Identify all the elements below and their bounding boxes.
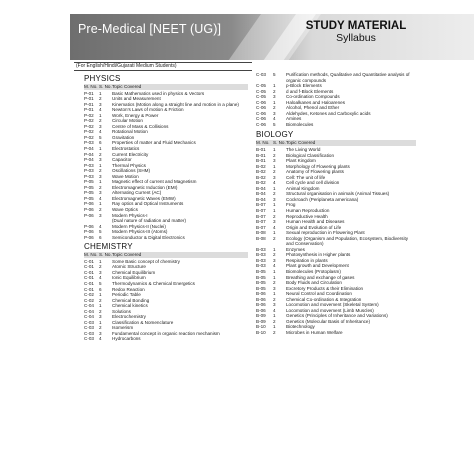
table-row	[256, 122, 416, 128]
serial-no: 4	[99, 195, 102, 201]
serial-no: 2	[99, 168, 102, 174]
module-no: P-02	[84, 118, 94, 124]
serial-no: 4	[99, 336, 102, 342]
topic: Haloalkanes and Haloarenes	[286, 99, 345, 105]
module-no: C-06	[256, 99, 266, 105]
topic: Chemical Co-ordination & Integration	[286, 296, 362, 302]
serial-no: 6	[99, 140, 102, 146]
serial-no: 3	[273, 302, 276, 308]
module-no: B-02	[256, 163, 266, 169]
topic: Ecology (Organism and Population, Ecosystem, Biodiversity and Conservation)	[286, 235, 409, 247]
serial-no: 3	[99, 101, 102, 107]
module-no: B-06	[256, 296, 266, 302]
module-no: C-04	[84, 303, 94, 309]
topic: Microbes in Human Welfare	[286, 330, 343, 336]
table-row	[256, 330, 416, 336]
chemistry-table	[84, 259, 248, 342]
module-no: P-02	[84, 129, 94, 135]
serial-no: 1	[99, 292, 102, 298]
right-column	[256, 72, 416, 336]
syllabus-subtitle: Syllabus	[336, 32, 376, 44]
serial-no: 1	[273, 313, 276, 319]
serial-no: 2	[273, 213, 276, 219]
topic: Cell: The unit of life	[286, 174, 326, 180]
topic: Locomotion and movement (Skeletal System)	[286, 302, 379, 308]
course-title: Pre-Medical [NEET (UG)]	[78, 22, 222, 36]
topic: Semiconductor & Digital Electronics	[112, 234, 185, 240]
topic: Amines	[286, 116, 302, 122]
topic: Anatomy of Flowering plants	[286, 169, 344, 175]
topic: Human Reproduction	[286, 207, 330, 213]
topic: Basic Mathematics used in physics & Vectors	[112, 90, 205, 96]
topic: Body Fluids and Circulation	[286, 280, 342, 286]
serial-no: 5	[99, 229, 102, 235]
topic: Chemical Bonding	[112, 297, 150, 303]
header-serial-no: S. No.	[273, 140, 286, 146]
module-no: B-01	[256, 158, 266, 164]
serial-no: 4	[273, 307, 276, 313]
module-no: P-06	[84, 234, 94, 240]
topic: Locomotion and movement (Limb Muscles)	[286, 307, 374, 313]
module-no: C-06	[256, 116, 266, 122]
module-no: P-04	[84, 151, 94, 157]
topic: Animal Kingdom	[286, 185, 320, 191]
serial-no: 2	[99, 297, 102, 303]
serial-no: 2	[99, 206, 102, 212]
serial-no: 3	[99, 269, 102, 275]
topic: Electrostatics	[112, 145, 140, 151]
header-module-no: M. No.	[84, 84, 98, 89]
table-row	[84, 235, 248, 241]
module-no: B-06	[256, 302, 266, 308]
serial-no: 3	[99, 123, 102, 129]
serial-no: 1	[273, 230, 276, 236]
topic: Periodic Table	[112, 292, 141, 298]
topic: Biotechnology	[286, 324, 315, 330]
topic: Units and Measurement	[112, 96, 161, 102]
serial-no: 3	[273, 196, 276, 202]
table-row	[256, 72, 416, 83]
module-no: B-06	[256, 307, 266, 313]
topic: Excretory Products & their Elimination	[286, 285, 364, 291]
serial-no: 4	[99, 107, 102, 113]
module-no: P-02	[84, 123, 94, 129]
serial-no: 2	[99, 184, 102, 190]
topic: Thermodynamics & Chemical Energetics	[112, 280, 195, 286]
topic: Capacitor	[112, 157, 132, 163]
topic: Centre of Mass & Collisions	[112, 123, 169, 129]
physics-title: PHYSICS	[84, 74, 121, 83]
topic: Some Basic concept of chemistry	[112, 258, 180, 264]
topic: Isomerism	[112, 325, 134, 331]
header-serial-no: S. No.	[99, 252, 112, 258]
serial-no: 2	[273, 280, 276, 286]
serial-no: 2	[99, 118, 102, 124]
topic: Origin and Evolution of Life	[286, 224, 342, 230]
serial-no: 1	[273, 83, 276, 89]
topic: Properties of matter and Fluid Mechanics	[112, 140, 196, 146]
serial-no: 1	[273, 202, 276, 208]
topic: Ionic Equilibrium	[112, 275, 146, 281]
serial-no: 3	[273, 158, 276, 164]
serial-no: 2	[99, 151, 102, 157]
topic: Cockroach (Periplaneta americana)	[286, 196, 359, 202]
table-row	[84, 336, 248, 342]
serial-no: 1	[273, 146, 276, 152]
topic: Structural organisation in animals (Animal Tissues)	[286, 191, 390, 197]
topic: Modern Physics-I	[112, 212, 148, 218]
physics-table	[84, 91, 248, 241]
serial-no: 2	[273, 191, 276, 197]
serial-no: 2	[273, 105, 276, 111]
module-no: C-01	[84, 286, 94, 292]
serial-no: 1	[99, 179, 102, 185]
medium-note: (For English/Hindi/Gujarati Medium Students)	[74, 62, 252, 71]
serial-no: 1	[273, 274, 276, 280]
serial-no: 1	[273, 163, 276, 169]
study-material-title: STUDY MATERIAL	[305, 20, 407, 32]
module-no: B-08	[256, 230, 266, 236]
module-no: B-07	[256, 207, 266, 213]
topic: Fundamental concept in organic reaction mechanism	[112, 330, 220, 336]
topic: Respiration in plants	[286, 257, 328, 263]
serial-no: 6	[99, 286, 102, 292]
chemistry-table-continued	[256, 72, 416, 127]
serial-no: 2	[273, 252, 276, 258]
serial-no: 3	[99, 157, 102, 163]
topic: Morphology of Flowering plants	[286, 163, 350, 169]
serial-no: 4	[273, 180, 276, 186]
chemistry-title: CHEMISTRY	[84, 242, 133, 252]
topic: Hydrocarbons	[112, 336, 141, 342]
topic: Reproductive Health	[286, 213, 328, 219]
module-no: B-05	[256, 269, 266, 274]
topic: Genetics (Molecular Basis of Inheritance)	[286, 318, 370, 324]
header-module-no: M. No.	[256, 140, 270, 146]
serial-no: 4	[273, 116, 276, 122]
serial-no: 3	[273, 94, 276, 100]
module-no: B-03	[256, 252, 266, 258]
serial-no: 1	[273, 99, 276, 105]
topic: d and f-Block Elements	[286, 88, 334, 94]
module-no: C-06	[256, 121, 266, 127]
module-no: P-01	[84, 96, 94, 102]
biology-title: BIOLOGY	[256, 130, 294, 140]
topic: Biomolecules (Protoplasm)	[286, 269, 341, 274]
serial-no: 2	[99, 308, 102, 314]
module-no: P-05	[84, 184, 94, 190]
topic: Electromagnetic Induction (EMI)	[112, 184, 178, 190]
module-no: C-05	[256, 94, 266, 100]
serial-no: 3	[273, 174, 276, 180]
module-no: P-02	[84, 112, 94, 118]
topic: Electromagnetic Waves (EMW)	[112, 195, 176, 201]
topic: Chemical Equilibrium	[112, 269, 156, 275]
topic: Wave Motion	[112, 173, 139, 179]
topic: Rotational Motion	[112, 129, 148, 135]
topic: Current Electricity	[112, 151, 149, 157]
topic: Circular Motion	[112, 118, 143, 124]
serial-no: 1	[273, 207, 276, 213]
module-no: P-06	[84, 206, 94, 212]
table-row	[256, 236, 416, 247]
serial-no: 1	[273, 269, 276, 274]
topic: Plant Kingdom	[286, 158, 316, 164]
topic: Sexual reproduction in Flowering Plant	[286, 230, 365, 236]
serial-no: 2	[273, 235, 276, 241]
serial-no: 2	[273, 88, 276, 94]
module-no: B-03	[256, 246, 266, 252]
module-no: C-03	[84, 319, 94, 325]
module-no: C-02	[84, 297, 94, 303]
module-no: P-06	[84, 229, 94, 235]
module-no: P-03	[84, 140, 94, 146]
topic: Magnetic effect of current and Magnetism	[112, 179, 197, 185]
topic: p-Block Elements	[286, 83, 322, 89]
serial-no: 3	[273, 219, 276, 225]
module-no: B-07	[256, 224, 266, 230]
module-no: P-06	[84, 212, 94, 218]
serial-no: 2	[99, 264, 102, 270]
topic: Photosynthesis in Higher plants	[286, 252, 351, 258]
topic: Alcohol, Phenol and Ether	[286, 105, 340, 111]
serial-no: 1	[99, 303, 102, 309]
topic: Oscillations (SHM)	[112, 168, 151, 174]
serial-no: 2	[99, 325, 102, 331]
topic: Purification methods, Qualitative and Quantitative analysis of organic compounds	[286, 72, 410, 83]
topic: Biological Classification	[286, 152, 335, 158]
module-no: C-05	[256, 88, 266, 94]
module-no: C-06	[256, 110, 266, 116]
module-no: B-05	[256, 280, 266, 286]
topic: Co-ordination Compounds	[286, 94, 340, 100]
topic: Enzymes	[286, 246, 305, 252]
topic: Human Health and Diseases	[286, 219, 345, 225]
serial-no: 5	[273, 121, 276, 127]
biology-table-header	[256, 140, 416, 146]
topic: Redox Reaction	[112, 286, 145, 292]
serial-no: 4	[273, 263, 276, 269]
left-column	[84, 72, 248, 342]
biology-table	[256, 147, 416, 336]
topic: Thermal Physics	[112, 162, 146, 168]
module-no: C-03	[256, 72, 266, 77]
module-no: B-04	[256, 191, 266, 197]
topic: Classification & Nomenclature	[112, 319, 174, 325]
module-no: C-01	[84, 258, 94, 264]
module-no: C-02	[84, 292, 94, 298]
physics-table-header	[84, 84, 248, 90]
module-no: C-03	[84, 325, 94, 331]
module-no: B-04	[256, 196, 266, 202]
module-no: B-01	[256, 146, 266, 152]
document-title	[276, 20, 436, 44]
topic: Neural Control and Coordination	[286, 291, 352, 297]
module-no: C-03	[84, 336, 94, 342]
module-no: B-03	[256, 263, 266, 269]
serial-no: 5	[99, 280, 102, 286]
topic: Wave Optics	[112, 206, 138, 212]
header-module-no: M. No.	[84, 252, 98, 258]
module-no: C-01	[84, 275, 94, 281]
serial-no: 3	[273, 257, 276, 263]
module-no: B-02	[256, 174, 266, 180]
module-no: P-05	[84, 190, 94, 196]
serial-no: 1	[273, 291, 276, 297]
serial-no: 2	[273, 296, 276, 302]
topic: Breathing and exchange of gases	[286, 274, 355, 280]
serial-no: 3	[99, 173, 102, 179]
serial-no: 3	[99, 212, 102, 218]
topic: Chemical kinetics	[112, 303, 148, 309]
serial-no: 2	[273, 330, 276, 336]
module-no: B-04	[256, 185, 266, 191]
module-no: P-05	[84, 195, 94, 201]
serial-no: 6	[99, 234, 102, 240]
module-no: C-03	[84, 330, 94, 336]
module-no: C-05	[256, 83, 266, 89]
topic: Aldehydes, Ketones and Carboxylic acids	[286, 110, 371, 116]
serial-no: 1	[273, 185, 276, 191]
serial-no: 3	[99, 314, 102, 320]
module-no: B-05	[256, 285, 266, 291]
module-no: P-06	[84, 223, 94, 229]
module-no: P-04	[84, 157, 94, 163]
serial-no: 3	[99, 190, 102, 196]
serial-no: 1	[99, 112, 102, 118]
serial-no: 1	[99, 258, 102, 264]
serial-no: 4	[99, 129, 102, 135]
serial-no: 1	[99, 145, 102, 151]
serial-no: 1	[99, 162, 102, 168]
topic: Work, Energy & Power	[112, 112, 159, 118]
topic: (Dual nature of radiation and matter)	[112, 218, 187, 224]
topic: Ray optics and Optical Instruments	[112, 201, 184, 207]
chemistry-table-header	[84, 252, 248, 258]
topic: Modern Physics-III (Atoms)	[112, 229, 168, 235]
module-no: B-03	[256, 257, 266, 263]
module-no: C-01	[84, 269, 94, 275]
topic: Modern Physics-II (Nuclei)	[112, 223, 166, 229]
header-topic: Topic Covered	[112, 84, 142, 89]
serial-no: 5	[99, 134, 102, 140]
serial-no: 5	[273, 72, 276, 77]
serial-no: 2	[273, 152, 276, 158]
serial-no: 2	[273, 169, 276, 175]
topic: Kinematics (Motion along a straight line and motion in a plane)	[112, 101, 239, 107]
header-serial-no: S. No.	[99, 84, 112, 89]
serial-no: 3	[273, 110, 276, 116]
serial-no: 2	[99, 96, 102, 102]
serial-no: 2	[273, 318, 276, 324]
topic: Genetics (Principles of Inheritance and Variations)	[286, 313, 388, 319]
module-no: B-02	[256, 180, 266, 186]
topic: Alternating Current (AC)	[112, 190, 162, 196]
serial-no: 1	[99, 90, 102, 96]
module-no: B-09	[256, 318, 266, 324]
module-no: P-02	[84, 134, 94, 140]
serial-no: 1	[99, 201, 102, 207]
topic: Gravitation	[112, 134, 135, 140]
topic: Cell cycle and cell division	[286, 180, 340, 186]
topic: Solutions	[112, 308, 131, 314]
module-no: B-07	[256, 219, 266, 225]
serial-no: 1	[273, 324, 276, 330]
module-no: B-05	[256, 274, 266, 280]
module-no: C-04	[84, 314, 94, 320]
module-no: B-10	[256, 324, 266, 330]
serial-no: 4	[273, 224, 276, 230]
serial-no: 3	[273, 285, 276, 291]
header-topic: Topic Covered	[286, 140, 316, 146]
module-no: C-01	[84, 280, 94, 286]
serial-no: 4	[99, 275, 102, 281]
serial-no: 1	[99, 319, 102, 325]
module-no: C-06	[256, 105, 266, 111]
module-no: P-06	[84, 201, 94, 207]
serial-no: 4	[99, 223, 102, 229]
module-no: P-03	[84, 162, 94, 168]
topic: Electrochemistry	[112, 314, 146, 320]
module-no: B-02	[256, 169, 266, 175]
topic: Biomolecules	[286, 121, 314, 127]
module-no: P-05	[84, 179, 94, 185]
module-no: B-09	[256, 313, 266, 319]
topic: Frog	[286, 202, 296, 208]
module-no: B-07	[256, 213, 266, 219]
module-no: P-01	[84, 90, 94, 96]
module-no: P-01	[84, 107, 94, 113]
module-no: C-01	[84, 264, 94, 270]
serial-no: 1	[273, 246, 276, 252]
topic: Newton's Laws of motion & Friction	[112, 107, 184, 113]
topic: The Living World	[286, 146, 321, 152]
module-no: B-07	[256, 202, 266, 208]
module-no: P-03	[84, 168, 94, 174]
module-no: C-04	[84, 308, 94, 314]
topic: Atomic Structure	[112, 264, 146, 270]
module-no: B-10	[256, 330, 266, 336]
module-no: P-03	[84, 173, 94, 179]
header-topic: Topic Covered	[112, 252, 142, 258]
serial-no: 3	[99, 330, 102, 336]
module-no: B-06	[256, 291, 266, 297]
module-no: B-08	[256, 235, 266, 241]
module-no: B-01	[256, 152, 266, 158]
module-no: P-01	[84, 101, 94, 107]
topic: Plant growth and Development	[286, 263, 349, 269]
module-no: P-04	[84, 145, 94, 151]
